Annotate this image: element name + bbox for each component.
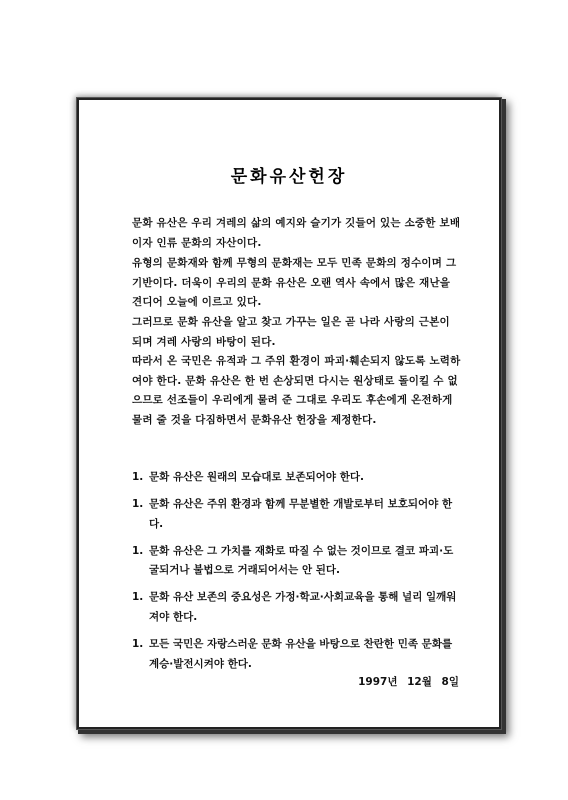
preamble-paragraph-4: 따라서 온 국민은 유적과 그 주위 환경이 파괴·훼손되지 않도록 노력하여야 한다. 문화 유산은 한 번 손상되면 다시는 원상태로 돌이킬 수 없으므로 선조들이 우리에게 물려 준 그대로 우리도 후손에게 온전하게 물려 줄 것을 다짐하면서 문화유산 헌장을 제정한다.: [132, 355, 461, 426]
article-item: [132, 542, 462, 581]
article-text: 모든 국민은 자랑스러운 문화 유산을 바탕으로 찬란한 민족 문화를 계승·발전시켜야 한다.: [149, 638, 453, 670]
article-list: [132, 468, 462, 682]
article-number: 1.: [132, 471, 144, 483]
document-title: 문화유산헌장: [230, 167, 348, 187]
enactment-date: 1997년 12월 8일: [358, 676, 459, 688]
charter-document: [77, 98, 501, 729]
article-item: [132, 468, 462, 488]
preamble-paragraph-1: 문화 유산은 우리 겨레의 삶의 예지와 슬기가 깃들어 있는 소중한 보배이자 인류 문화의 자산이다.: [132, 217, 461, 249]
article-number: 1.: [132, 591, 144, 604]
article-text: 문화 유산은 원래의 모습대로 보존되어야 한다.: [149, 471, 364, 483]
article-text: 문화 유산은 주위 환경과 함께 무분별한 개발로부터 보호되어야 한다.: [149, 498, 453, 530]
article-item: [132, 588, 462, 627]
article-item: [132, 635, 462, 674]
preamble-paragraph-3: 그러므로 문화 유산을 알고 찾고 가꾸는 일은 곧 나라 사랑의 근본이 되며 겨레 사랑의 바탕이 된다.: [132, 316, 450, 348]
article-number: 1.: [132, 544, 144, 557]
article-item: [132, 495, 462, 534]
preamble-paragraph-2: 유형의 문화재와 함께 무형의 문화재는 모두 민족 문화의 정수이며 그 기반이다. 더욱이 우리의 문화 유산은 오랜 역사 속에서 많은 재난을 견디어 오늘에 이르고 있다.: [132, 257, 457, 309]
article-text: 문화 유산은 그 가치를 재화로 따질 수 없는 것이므로 결코 파괴·도굴되거나 불법으로 거래되어서는 안 된다.: [149, 544, 454, 577]
article-number: 1.: [132, 638, 144, 651]
article-text: 문화 유산 보존의 중요성은 가정·학교·사회교육을 통해 널리 일깨워져야 한다.: [149, 591, 457, 624]
article-number: 1.: [132, 498, 144, 511]
